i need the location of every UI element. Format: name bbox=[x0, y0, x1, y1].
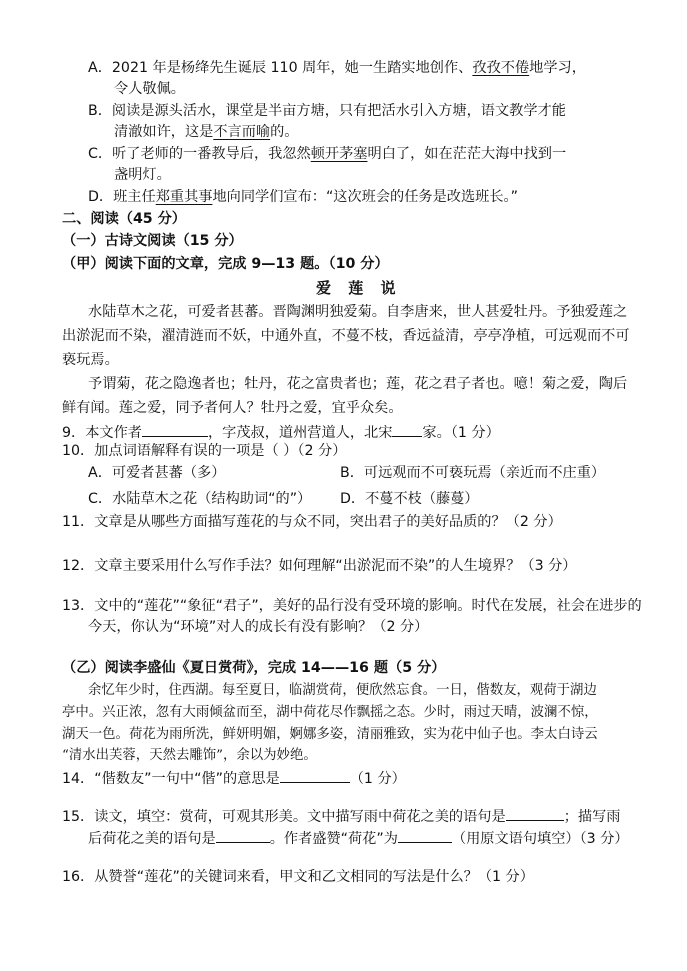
question-12: 12．文章主要采用什么写作手法？如何理解“出淤泥而不染”的人生境界？（3 分） bbox=[62, 558, 577, 574]
question-13-line2: 今天，你认为“环境”对人的成长有没有影响？（2 分） bbox=[88, 619, 429, 635]
q8-option-b-line1: B．阅读是源头活水，课堂是半亩方塘，只有把活水引入方塘，语文教学才能 bbox=[88, 103, 566, 119]
question-16: 16．从赞誉“莲花”的关键词来看，甲文和乙文相同的写法是什么？（1 分） bbox=[62, 869, 534, 885]
essay-title: 爱 莲 说 bbox=[316, 279, 402, 297]
q9-text: 9．本文作者 bbox=[62, 425, 142, 441]
q15-blank-after-rain[interactable] bbox=[216, 827, 270, 843]
q8-option-d bbox=[88, 187, 518, 207]
passage-b-line-4: “清水出芙蓉，天然去雕饰”，余以为妙绝。 bbox=[62, 748, 317, 763]
q8-option-c-line2: 盏明灯。 bbox=[114, 167, 171, 183]
q8-b-underlined: 不言而喻 bbox=[213, 124, 271, 140]
essay-line-2: 出淤泥而不染，濯清涟而不妖，中通外直，不蔓不枝，香远益清，亭亭净植，可远观而不可 bbox=[62, 328, 630, 344]
part-b-heading: （乙）阅读李盛仙《夏日赏荷》，完成 14——16 题（5 分） bbox=[62, 660, 446, 676]
q15-text-end: （用原文语句填空）（3 分） bbox=[451, 831, 629, 847]
essay-line-5: 鲜有闻。莲之爱，同予者何人？牡丹之爱，宜乎众矣。 bbox=[62, 400, 403, 416]
passage-b-line-1: 余忆年少时，住西湖。每至夏日，临湖赏荷，便欣然忘食。一日，偕数友，观荷于湖边 bbox=[88, 683, 597, 698]
passage-b-line-2: 亭中。兴正浓，忽有大雨倾盆而至，湖中荷花尽作飘摇之态。少时，雨过天晴，波澜不惊， bbox=[62, 705, 598, 720]
question-13-line1: 13．文中的“莲花”“象征“君子”，美好的品行没有受环境的影响。时代在发展，社会在进步的 bbox=[62, 598, 642, 614]
question-15-line1 bbox=[62, 805, 620, 827]
q14-text: 14．“偕数友”一句中“偕”的意思是 bbox=[62, 771, 280, 787]
question-15-line2 bbox=[88, 827, 629, 849]
part-a-heading: （甲）阅读下面的文章，完成 9—13 题。（10 分） bbox=[62, 256, 389, 272]
essay-line-4: 予谓菊，花之隐逸者也；牡丹，花之富贵者也；莲，花之君子者也。噫！菊之爱，陶后 bbox=[88, 376, 628, 392]
q8-b-text-end: 的。 bbox=[270, 124, 299, 140]
q10-option-d: D．不蔓不枝（藤蔓） bbox=[340, 491, 479, 507]
q8-b-text: 清澈如许，这是 bbox=[114, 124, 214, 140]
q8-a-underlined: 孜孜不倦 bbox=[472, 60, 530, 76]
q8-option-b-line2 bbox=[114, 122, 298, 142]
q8-c-underlined: 顿开茅塞 bbox=[310, 146, 368, 162]
question-9 bbox=[62, 421, 500, 443]
q8-d-underlined: 郑重其事 bbox=[155, 189, 213, 205]
q15-blank-lotus[interactable] bbox=[398, 827, 452, 843]
q10-option-b: B．可远观而不可亵玩焉（亲近而不庄重） bbox=[340, 465, 606, 481]
q9-blank-identity[interactable] bbox=[392, 421, 422, 437]
q8-option-c-line1 bbox=[88, 144, 566, 164]
essay-line-3: 亵玩焉。 bbox=[62, 352, 119, 368]
question-14 bbox=[62, 767, 406, 789]
q9-text-end: 家。（1 分） bbox=[422, 425, 500, 441]
question-10: 10．加点词语解释有误的一项是（ ）（2 分） bbox=[62, 443, 347, 459]
q14-blank[interactable] bbox=[280, 767, 350, 783]
q10-option-a: A．可爱者甚蕃（多） bbox=[88, 465, 226, 481]
q9-text-mid: ，字茂叔，道州营道人，北宋 bbox=[207, 425, 393, 441]
q8-d-text: D．班主任 bbox=[88, 189, 156, 205]
q15-text: 15．读文，填空：赏荷，可观其形美。文中描写雨中荷花之美的语句是 bbox=[62, 809, 506, 825]
q8-option-a-line2: 令人敬佩。 bbox=[114, 81, 185, 97]
q8-option-a-line1 bbox=[88, 58, 586, 78]
q8-d-text-end: 地向同学们宣布：“这次班会的任务是改选班长。” bbox=[212, 189, 518, 205]
subsection-heading-classical: （一）古诗文阅读（15 分） bbox=[62, 233, 243, 249]
q8-a-text: A．2021 年是杨绛先生诞辰 110 周年，她一生踏实地创作、 bbox=[88, 60, 473, 76]
question-11: 11．文章是从哪些方面描写莲花的与众不同，突出君子的美好品质的？（2 分） bbox=[62, 514, 562, 530]
q8-c-text-end: 明白了，如在茫茫大海中找到一 bbox=[367, 146, 567, 162]
q15-blank-rain[interactable] bbox=[506, 805, 564, 821]
passage-b-line-3: 湖天一色。荷花为雨所洗，鲜妍明媚，婀娜多姿，清丽雅致，实为花中仙子也。李太白诗云 bbox=[62, 727, 598, 742]
essay-line-1: 水陆草木之花，可爱者甚蕃。晋陶渊明独爱菊。自李唐来，世人甚爱牡丹。予独爱莲之 bbox=[88, 304, 628, 320]
q8-c-text: C．听了老师的一番教导后，我忽然 bbox=[88, 146, 311, 162]
q15-text-mid: ；描写雨 bbox=[563, 809, 621, 825]
section-heading-reading: 二、阅读（45 分） bbox=[62, 211, 186, 227]
q10-option-c: C．水陆草木之花（结构助词“的”） bbox=[88, 491, 312, 507]
q15-text-2: 后荷花之美的语句是 bbox=[88, 831, 216, 847]
q14-score: （1 分） bbox=[349, 771, 406, 787]
q15-text-3: 。作者盛赞“荷花”为 bbox=[269, 831, 398, 847]
q8-a-text-end: 地学习， bbox=[529, 60, 586, 76]
q9-blank-author[interactable] bbox=[142, 421, 208, 437]
